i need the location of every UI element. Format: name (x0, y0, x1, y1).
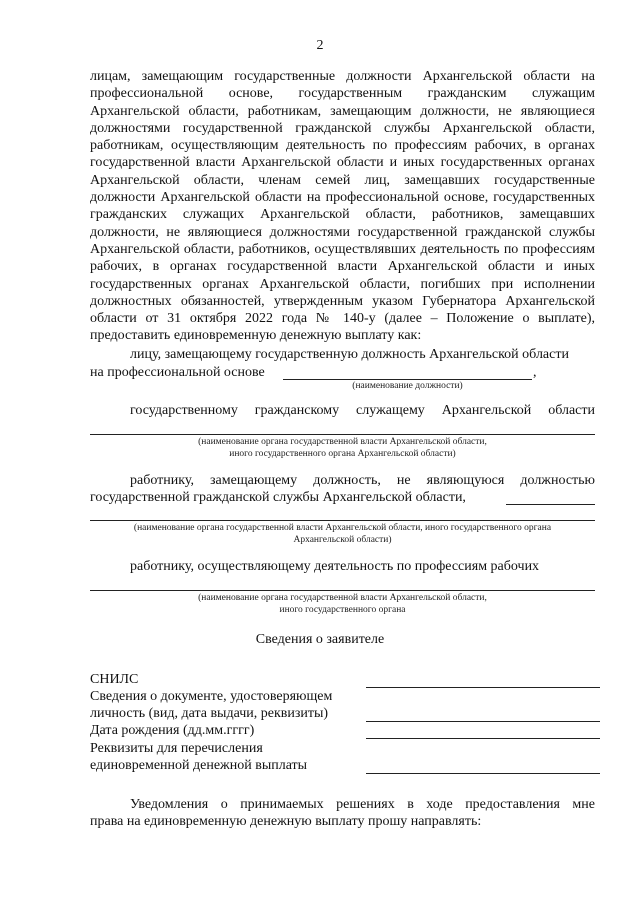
birth-date-field[interactable] (366, 738, 600, 739)
item3-line2: государственной гражданской службы Архангельской области, (90, 490, 466, 505)
item2-caption-line1: (наименование органа государственной власти Архангельской области, (198, 437, 487, 447)
item3-inline-field[interactable] (506, 504, 595, 505)
notification-line1: Уведомления о принимаемых решениях в ходе предоставления мне (130, 797, 595, 812)
item3-organ-field[interactable] (90, 520, 595, 521)
id-document-field[interactable] (366, 721, 600, 722)
bank-details-field[interactable] (366, 773, 600, 774)
item1-line1: лицу, замещающему государственную должность Архангельской области (130, 347, 569, 362)
birth-date-label: Дата рождения (дд.мм.гггг) (90, 723, 255, 738)
item1-comma: , (533, 365, 537, 380)
item3-line1: работнику, замещающему должность, не являющуюся должностью (130, 473, 595, 488)
snils-label: СНИЛС (90, 672, 139, 687)
item3-caption-line1: (наименование органа государственной власти Архангельской области, иного государственного органа (133, 523, 552, 533)
item4-caption-line1: (наименование органа государственной власти Архангельской области, (198, 593, 487, 603)
applicant-section-title: Сведения о заявителе (255, 632, 385, 647)
item1-line2: на профессиональной основе (90, 365, 265, 380)
id-document-label-line2: личность (вид, дата выдачи, реквизиты) (90, 706, 329, 721)
id-document-label-line1: Сведения о документе, удостоверяющем (90, 689, 333, 704)
item2-text: государственному гражданскому служащему Архангельской области (130, 403, 595, 418)
item3-caption-line2: Архангельской области) (293, 535, 392, 545)
item4-caption-line2: иного государственного органа (279, 605, 406, 615)
item4-organ-field[interactable] (90, 590, 595, 591)
bank-details-label-line1: Реквизиты для перечисления (90, 741, 263, 756)
page-number: 2 (316, 38, 324, 53)
bank-details-label-line2: единовременной денежной выплаты (90, 758, 308, 773)
position-name-caption: (наименование должности) (352, 381, 463, 391)
item2-caption-line2: иного государственного органа Архангельской области) (229, 449, 456, 459)
item4-text: работнику, осуществляющему деятельность по профессиям рабочих (130, 559, 540, 574)
item2-organ-field[interactable] (90, 434, 595, 435)
main-paragraph: лицам, замещающим государственные должности Архангельской области на профессиональной основе, государственным гражданским служащим Архангельской области, работникам, замещающим должности, не являющиеся должностями государственной гражданской службы Архангельской области, работникам, осуществляющим деятельность по профессиям рабочих, в органах государственной власти Архангельской области и иных государственных органах Архангельской области, членам семей лиц, замещавших государственные должности Архангельской области на профессиональной основе, государственных гражданских служащих Архангельской области, работников, замещавших должности, не являющиеся должностями государственной гражданской службы Архангельской области, работников, осуществлявших деятельность по профессиям рабочих, в органах государственной власти Архангельской области и иных государственных органах Архангельской области, погибших при исполнении должностных обязанностей, утвержденным указом Губернатора Архангельской области от 31 октября 2022 года № 140-у (далее – Положение о выплате), предоставить единовременную денежную выплату как: (90, 69, 595, 344)
notification-line2: права на единовременную денежную выплату прошу направлять: (90, 814, 482, 829)
snils-field[interactable] (366, 687, 600, 688)
